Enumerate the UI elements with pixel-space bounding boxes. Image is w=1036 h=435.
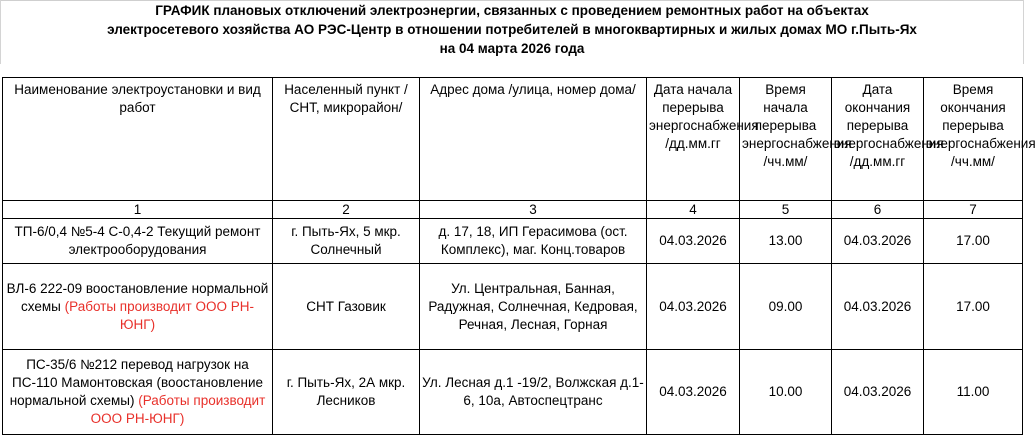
end-date-cell: 04.03.2026 — [832, 219, 924, 264]
start-date-cell: 04.03.2026 — [647, 219, 740, 264]
table-row — [3, 264, 1023, 350]
title-line-2: электросетевого хозяйства АО РЭС-Центр в отношении потребителей в многоквартирных и жилых домах МО г.Пыть-Ях — [107, 22, 917, 37]
header-cell-start-time: Время начала перерыва энергоснабжения /чч.мм/ — [740, 78, 832, 201]
end-time-cell: 11.00 — [924, 350, 1023, 435]
end-date-cell: 04.03.2026 — [832, 350, 924, 435]
outage-table — [2, 77, 1036, 435]
end-time-cell: 17.00 — [924, 219, 1023, 264]
start-time-cell: 13.00 — [740, 219, 832, 264]
contractor-note: (Работы производит ООО РН-ЮНГ) — [64, 298, 254, 332]
work-cell — [3, 350, 273, 435]
header-cell-end-date: Дата окончания перерыва энергоснабжения /дд.мм.гг — [832, 78, 924, 201]
title-line-3: на 04 марта 2026 года — [439, 41, 585, 56]
header-cell-start-date: Дата начала перерыва энергоснабжения /дд.мм.гг — [647, 78, 740, 201]
start-date-cell: 04.03.2026 — [647, 264, 740, 350]
column-number: 3 — [420, 201, 647, 219]
header-cell-address: Адрес дома /улица, номер дома/ — [420, 78, 647, 201]
work-text: ТП-6/0,4 №5-4 С-0,4-2 Текущий ремонт электрооборудования — [14, 224, 261, 257]
end-time-cell: 17.00 — [924, 264, 1023, 350]
column-number: 1 — [3, 201, 273, 219]
sheet-gridlines — [0, 0, 1024, 64]
start-time-cell: 09.00 — [740, 264, 832, 350]
column-number: 5 — [740, 201, 832, 219]
table-row — [3, 350, 1023, 435]
address-cell: д. 17, 18, ИП Герасимова (ост. Комплекс), маг. Конц.товаров — [420, 219, 647, 264]
work-cell — [3, 264, 273, 350]
address-cell: Ул. Центральная, Банная, Радужная, Солнечная, Кедровая, Речная, Лесная, Горная — [420, 264, 647, 350]
table-row — [3, 219, 1023, 264]
title-line-1: ГРАФИК плановых отключений электроэнергии, связанных с проведением ремонтных работ на объектах — [155, 3, 869, 18]
contractor-note: (Работы производит ООО РН-ЮНГ) — [90, 393, 266, 426]
locality-cell: г. Пыть-Ях, 2А мкр. Лесников — [273, 350, 420, 435]
table-header-row — [3, 78, 1023, 201]
locality-cell: г. Пыть-Ях, 5 мкр. Солнечный — [273, 219, 420, 264]
header-cell-end-time: Время окончания перерыва энергоснабжения /чч.мм/ — [924, 78, 1023, 201]
locality-cell: СНТ Газовик — [273, 264, 420, 350]
header-cell-locality: Населенный пункт /СНТ, микрорайон/ — [273, 78, 420, 201]
column-number: 7 — [924, 201, 1023, 219]
address-cell: Ул. Лесная д.1 -19/2, Волжская д.1-6, 10а, Автоспецтранс — [420, 350, 647, 435]
start-time-cell: 10.00 — [740, 350, 832, 435]
column-number: 6 — [832, 201, 924, 219]
start-date-cell: 04.03.2026 — [647, 350, 740, 435]
header-cell-work: Наименование электроустановки и вид работ — [3, 78, 273, 201]
work-text: ВЛ-6 222-09 воостановление нормальной схемы — [6, 280, 269, 314]
work-cell — [3, 219, 273, 264]
column-number: 4 — [647, 201, 740, 219]
work-text: ПС-35/6 №212 перевод нагрузок на ПС-110 Мамонтовская (воостановление нормальной схемы) — [9, 357, 263, 408]
end-date-cell: 04.03.2026 — [832, 264, 924, 350]
column-number: 2 — [273, 201, 420, 219]
column-number-row — [3, 201, 1023, 219]
